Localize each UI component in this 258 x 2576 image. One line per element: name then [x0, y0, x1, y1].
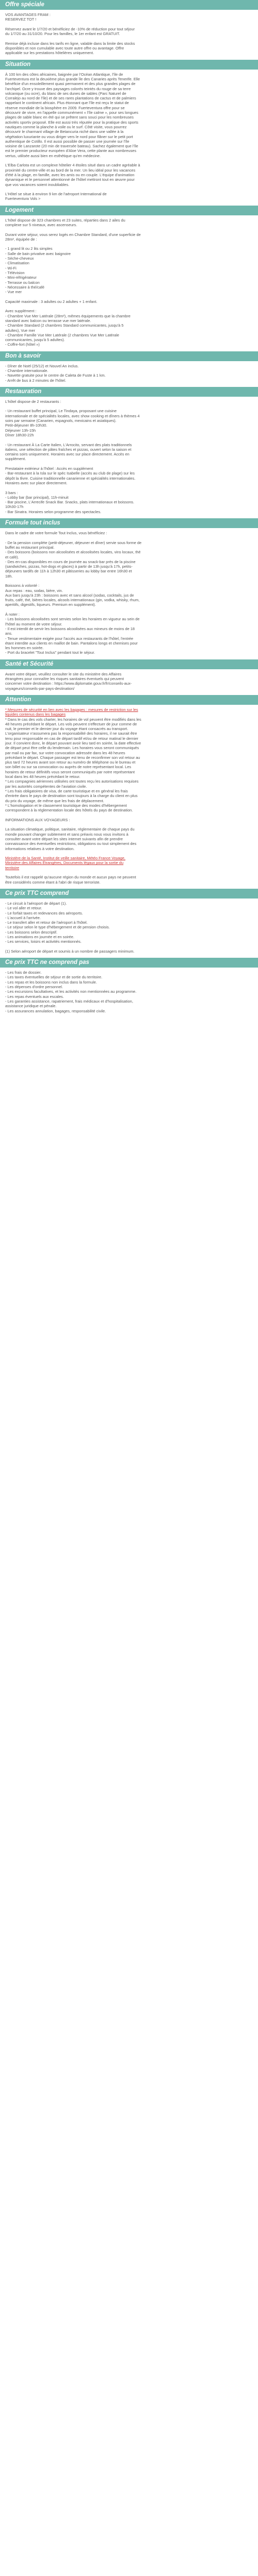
text-line: activités sportiv proposé. Elle est aussi très réputée pour la pratique des sports — [5, 120, 138, 125]
text-line: L'hôtel dispose de 2 restaurants : — [5, 399, 61, 404]
section-title: Bon à savoir — [0, 351, 258, 361]
text-line: Prestataire extérieur à l'hôtel : Accès en supplément — [5, 466, 93, 471]
text-line: - Les services, loisirs et activités mentionnés. — [5, 939, 82, 944]
text-line: nautiques comme la planche à voile ou le surf. Côté visite, vous pourrez — [5, 124, 127, 129]
text-line: - Chambre Famille Vue Mer Latérale (2 chambres Vue Mer Latérale — [5, 332, 119, 337]
text-line: dynamique et le personnel attentionné de l'hôtel mettront tout en œuvre pour — [5, 177, 135, 182]
text-line: Corralejo au nord de l'île) et de ses rares plantations de cactus et de palmiers — [5, 96, 136, 101]
section-restauration — [0, 387, 258, 518]
text-line: - 1 grand lit ou 2 lits simples — [5, 246, 53, 251]
section-body — [0, 705, 258, 889]
text-line: - Wi-Fi — [5, 265, 17, 270]
page — [0, 0, 258, 1018]
section-ce-prix-ttc-comprend — [0, 889, 258, 958]
text-line: - De la pension complète (petit-déjeuner, déjeuner et dîner) servie sous forme de — [5, 540, 142, 545]
text-line: par mail ou par fax, sur votre convocation adressée dans les 48 heures — [5, 750, 125, 755]
section-title: Situation — [0, 60, 258, 70]
text-line: voyageurs/conseils-par-pays-destination/ — [5, 686, 75, 691]
text-line: buffet au restaurant principal. — [5, 545, 55, 550]
text-line: complexe sur 5 niveaux, avec ascenseurs. — [5, 222, 77, 227]
text-line: réserve mondiale de la biosphère en 2009. Fuerteventura offre pour se — [5, 105, 125, 110]
text-line: que vos vacances soient inoubliables. — [5, 182, 70, 187]
section-body — [0, 669, 258, 695]
text-line: consulter avant votre départ les sites internet suivants afin de prendre — [5, 836, 123, 841]
text-line: - Dîner de Noël (25/12) et Nouvel An inclus. — [5, 363, 79, 368]
text-line: Fuerteventura Vols > — [5, 196, 41, 201]
text-line: - Navette gratuite pour le centre de Caleta de Fuste à 1 km. — [5, 373, 106, 378]
text-line: - Climatisation — [5, 261, 29, 266]
text-line: - Les boissons alcoolisées sont servies selon les horaires en vigueur au sein de — [5, 617, 140, 622]
text-line: d'été à la plage, en famille, avec les amis ou en couple. L'équipe d'animation — [5, 172, 135, 177]
text-line: - Les dépenses d'ordre personnel. — [5, 985, 63, 990]
text-line: applicable sur les prestations hôtelières uniquement. — [5, 50, 94, 56]
text-line: - Tenue vestimentaire exigée pour l'accès aux restaurants de l'hôtel, l'entrée — [5, 636, 134, 641]
text-line: - Chambre Vue Mer Latérale (28m²), mêmes équipements que la chambre — [5, 313, 131, 318]
blank-line — [5, 36, 253, 41]
text-line: adultes), Vue mer — [5, 328, 36, 333]
text-line: L'organisateur n'assumera pas la responsabilité des horaires, il ne saurait être — [5, 731, 137, 736]
text-line: proximité du centre-ville et au bord de la mer. Un lieu idéal pour les vacances — [5, 167, 136, 173]
text-line: est le premier producteur européen d'Aloe Vera, cette plante aux nombreuses — [5, 148, 137, 154]
text-line: Dîner 18h30-22h — [5, 432, 34, 437]
text-line: - Nécessaire à thé/café — [5, 284, 44, 290]
section-formule-tout-inclus — [0, 518, 258, 659]
section-title: Ce prix TTC comprend — [0, 889, 258, 899]
section-body — [0, 968, 258, 1018]
text-line: précédant le départ. Chaque passager est tenu de reconfirmer son vol retour au — [5, 755, 140, 760]
blank-line — [5, 607, 253, 612]
text-line: découvrir de vivre, en l'appelle communément « l'île calme », pour ses longues — [5, 110, 138, 115]
section-body — [0, 70, 258, 206]
text-line: - Les repas et les boissons non inclus dans la formule. — [5, 979, 97, 985]
text-line: dépôt la Ilivre. Cuisine traditionnelle canarienne et spécialités internationales. — [5, 476, 136, 481]
info-link[interactable]: Ministère de la Santé, Institut de veille sanitaire, Météo France Voyage, — [5, 856, 125, 861]
text-line: l'hôtel au moment de votre séjour. — [5, 621, 62, 626]
text-line: communicantes, jusqu'à 5 adultes). — [5, 337, 65, 343]
text-line: - Les frais de dossier. — [5, 970, 42, 975]
section-body — [0, 397, 258, 518]
text-line: VOS AVANTAGES FRAM : — [5, 12, 51, 17]
section-title: Offre spéciale — [0, 0, 258, 10]
text-line: L'hôtel dispose de 323 chambres et 23 suites, réparties dans 2 ailes du — [5, 217, 125, 223]
text-line: être considérés comme étant à l'abri de risque terroriste. — [5, 879, 101, 885]
section-bon-a-savoir — [0, 351, 258, 387]
blank-line — [5, 242, 253, 246]
blank-line — [5, 822, 253, 827]
blank-line — [5, 158, 253, 163]
text-line: nuit, le premier et le dernier jour du voyage étant consacrés au transport. — [5, 726, 128, 732]
blank-line — [5, 22, 253, 27]
section-logement — [0, 206, 258, 351]
text-line: Avant votre départ, veuillez consulter le site du ministère des Affaires — [5, 671, 122, 676]
section-title: Ce prix TTC ne comprend pas — [0, 958, 258, 968]
section-offre-speciale — [0, 0, 258, 60]
blank-line — [5, 851, 253, 856]
text-line: Horaires avec sur place directement. — [5, 480, 68, 485]
text-line: - Le vol aller et retour. — [5, 906, 42, 911]
text-line: - Bar Sinatra. Horaires selon programme des spectacles. — [5, 509, 102, 514]
info-link[interactable]: * Mesures de sécurité en lien avec les bagages : mesures de restriction sur les — [5, 707, 138, 712]
text-line: supplément. — [5, 456, 26, 462]
text-line: - Chambre internationale. — [5, 368, 49, 373]
text-line: Remise déjà incluse dans les tarifs en ligne, valable dans la limite des stocks — [5, 41, 135, 46]
text-line: - Les repas éventuels aux escales. — [5, 994, 64, 999]
text-line: - Chambre Standard (2 chambres Standard communicantes, jusqu'à 5 — [5, 323, 124, 328]
text-line: - L'accueil à l'arrivée. — [5, 915, 41, 920]
text-line: et café). — [5, 554, 19, 560]
blank-line — [5, 294, 253, 299]
blank-line — [5, 187, 253, 192]
text-line: - Les assurances annulation, bagages, responsabilité civile. — [5, 1008, 106, 1013]
text-line: - Coffre-fort (hôtel ») — [5, 342, 40, 347]
text-line: par les autorités compétentes de l'aviation civile. — [5, 784, 87, 789]
text-line: étrangères pour connaître les risques sanitaires éventuels qui peuvent — [5, 676, 124, 682]
text-line: plus tard 72 heures avant son retour au numéro de téléphone ou le bureau et — [5, 760, 136, 765]
text-line: - Sèche-cheveux — [5, 256, 34, 261]
text-line: les hommes en soirée. — [5, 646, 44, 651]
info-link[interactable]: territoire — [5, 865, 20, 870]
text-line: soirs par semaine (Canarien, espagnols, mexicains et asiatiques). — [5, 418, 117, 423]
text-line: - Les taxes éventuelles de séjour et de sortie du territoire. — [5, 975, 103, 980]
text-line: du 1/7/20 au 31/10/20. Pour les familles, le 1er enfant est GRATUIT. — [5, 31, 120, 37]
text-line: ans. — [5, 631, 12, 636]
text-line: 48 heures précédant le départ. Les vols peuvent s'effectuer de jour comme de — [5, 721, 137, 726]
text-line: étant interdite aux clients en maillot de bain. Pantalons longs et chemises pour — [5, 640, 138, 646]
text-line: voisine de Lanzarote (20 min de traversée bateau). Sachez également que l'île — [5, 144, 138, 149]
section-body — [0, 361, 258, 387]
text-line: - Le transfert aller et retour de l'aéroport à l'hôtel. — [5, 920, 88, 925]
text-line: horaires de retour définitifs vous seront communiqués par notre représentant — [5, 769, 135, 774]
text-line: Capacité maximale : 3 adultes ou 2 adultes + 1 enfant. — [5, 299, 98, 304]
text-line: 3 bars : — [5, 490, 18, 495]
text-line: italiens, une sélection de pâtes fraîches et pizzas, ouvert selon la saison et — [5, 447, 132, 452]
text-line: - Le forfait taxes et redevances des aéroports. — [5, 910, 83, 916]
text-line: vertus, utilisée aussi bien en esthétique qu'en médecine. — [5, 153, 101, 158]
text-line: jour. Il convient donc, le départ pouvant avoir lieu tard en soirée, la date effective — [5, 741, 141, 745]
text-line: l'archipel. Ocre y trouve des paysages colorés teintés du rouge de sa terre — [5, 86, 131, 91]
text-line: 18h. — [5, 573, 13, 579]
text-line: Toutefois il est rappelé qu'aucune région du monde et aucun pays ne peuvent — [5, 875, 136, 880]
blank-line — [5, 535, 253, 540]
text-line: - Le séjour selon le type d'hébergement et de pension choisis. — [5, 925, 110, 930]
text-line: L'Elba Carlota est un complexe hôtelier 4 étoiles situé dans un cadre agréable à — [5, 163, 140, 168]
blank-line — [5, 437, 253, 442]
section-body — [0, 10, 258, 60]
text-line: À noter : — [5, 612, 20, 617]
text-line: - Vue mer — [5, 290, 22, 295]
text-line: - Arrêt de bus à 2 minutes de l'hôtel. — [5, 378, 67, 383]
text-line: connaissance des éventuelles restrictions, obligations ou tout simplement des — [5, 841, 137, 846]
blank-line — [5, 227, 253, 232]
text-line: * L'homologation et le classement touristique des modes d'hébergement — [5, 803, 127, 808]
text-line: (1) Selon aéroport de départ et soumis à un nombre de passagers minimum. — [5, 948, 135, 954]
text-line: - Télévision — [5, 270, 25, 275]
text-line: - Un restaurant À La Carte Italien, L'Arrocito, servant des plats traditionnels — [5, 442, 132, 447]
text-line: son billet ou sur sa convocation ou auprès de notre représentant local. Les — [5, 765, 132, 770]
blank-line — [5, 944, 253, 949]
text-line: - Bar-restaurant à la Isla sur le spéc Isabelle (accès au club de plage) sur les — [5, 471, 135, 476]
text-line: Aux bars jusqu'à 23h : boissons avec et sans alcool (sodas, cocktails, jus de — [5, 592, 134, 598]
text-line: - Port du bracelet "Tout Inclus" pendant tout le séjour. — [5, 650, 95, 655]
text-line: fruits, café, thé, bières locales, alcools internationaux (gin, vodka, whisky, rhum, — [5, 598, 140, 603]
text-line: plages de sable blanc en été qui se prêtent sans souci pour les nombreuses — [5, 115, 134, 120]
text-line: correspondent à la réglementation locale des hôtels du pays de destination. — [5, 808, 133, 813]
text-line: - Il est interdit de servir les boissons alcoolisées aux mineurs de moins de 18 — [5, 626, 135, 631]
section-body — [0, 528, 258, 659]
text-line: 10h30-17h — [5, 504, 24, 510]
text-line: - Bar piscine, L'Arrecife Snack Bar. Snacks, plats internationaux et boissons. — [5, 500, 134, 505]
text-line: standard avec balcon ou terrasse vue mer latérale. — [5, 318, 91, 323]
text-line: concerner votre destination : https://www.diplomatie.gouv.fr/fr/conseils-aux- — [5, 681, 132, 686]
text-line: certains soirs uniquement. Horaires avec sur place directement. Accès en — [5, 452, 130, 457]
text-line: - Lobby bar (bar principal), 11h-minuit — [5, 495, 69, 500]
section-title: Logement — [0, 206, 258, 215]
text-line: Avec supplément : — [5, 309, 37, 314]
info-link[interactable]: Ministère des Affaires Étrangères, Documents légaux pour la sortie du — [5, 860, 124, 866]
section-title: Formule tout inclus — [0, 518, 258, 528]
text-line: INFORMATIONS AUX VOYAGEURS : — [5, 817, 70, 822]
blank-line — [5, 812, 253, 817]
text-line: aperitifs, digestifs, liqueurs. Premium en supplément). — [5, 602, 96, 607]
text-line: Réservez avant le 1/7/20 et bénéficiez de -10% de réduction pour tout séjour — [5, 26, 135, 31]
text-line: de départ peut être celle du lendemain. Les horaires vous seront communiqués — [5, 745, 139, 751]
text-line: - Les excursions facultatives, et les activités non mentionnées au programme. — [5, 989, 137, 994]
text-line: - Terrasse ou balcon — [5, 280, 40, 285]
text-line: végétation luxuriante ou vous diriger vers le nord pour flâner sur le petit port — [5, 134, 133, 139]
section-attention — [0, 695, 258, 889]
text-line: volcanique (ou ocre), du blanc de ses dunes de sables (Parc Naturel de — [5, 91, 126, 96]
text-line: * Les frais obligatoires de visa, de carte touristique et en général les frais — [5, 788, 128, 793]
text-line: À 100 km des côtes africaines, baignée par l'Océan Atlantique, l'île de — [5, 72, 123, 77]
text-line: bénéficie d'un ensoleillement quasi permanent et des plus grandes plages de — [5, 81, 136, 87]
text-line: rappelant le continent africain. Plus étonnant que l'île est reçu le statut de — [5, 100, 129, 106]
text-line: La situation climatique, politique, sanitaire, réglementaire de chaque pays du — [5, 827, 135, 832]
text-line: L'Hôtel se situe à environ 9 km de l'aéroport International de — [5, 192, 107, 197]
text-line: - Les animations en journée et en soirée. — [5, 934, 74, 939]
text-line: Déjeuner 13h-15h — [5, 428, 36, 433]
blank-line — [5, 485, 253, 490]
blank-line — [5, 579, 253, 583]
text-line: RESERVEZ TOT ! — [5, 17, 37, 22]
text-line: Aux repas : eau, sodas, bière, vin. — [5, 588, 63, 593]
section-ce-prix-ttc-ne-comprend-pas — [0, 958, 258, 1018]
text-line: - Des en-cas disponibles en cours de journée au snack-bar près de la piscine — [5, 559, 136, 564]
text-line: 28m², équipée de : — [5, 236, 37, 242]
text-line: d'entrée dans le pays de destination sont toujours à la charge du client en plus — [5, 793, 138, 799]
blank-line — [5, 462, 253, 466]
section-title: Attention — [0, 695, 258, 705]
text-line: monde pouvant changer subitement et sans préavis nous vous invitons à — [5, 832, 128, 837]
text-line: - Un restaurant buffet principal, Le Tindaya, proposant une cuisine — [5, 409, 117, 414]
text-line: - Salle de bain privative avec baignoire — [5, 251, 71, 256]
text-line: (sandwiches, pizzas, hot-dogs et glaces) à partir de 13h jusqu'à 17h, petits- — [5, 564, 133, 569]
text-line: du prix du voyage, de même que les frais de déplacement. — [5, 798, 104, 803]
text-line: tenu pour responsable en cas de départ tardif et/ou de retour matinal le dernier — [5, 736, 139, 741]
text-line: déjeuners tardifs de 11h à 12h30 et pâtisseries au lobby bar entre 16h30 et — [5, 569, 132, 574]
text-line: * Dans le cas des vols charter, les horaires de vol peuvent être modifiés dans les — [5, 717, 141, 722]
text-line: informations relatives à votre destination. — [5, 846, 75, 851]
text-line: * Les compagnies aériennes utilisées ont toutes reçu les autorisations requises — [5, 779, 139, 784]
text-line: assistance juridique et pénale. — [5, 1004, 57, 1009]
section-sante-et-securite — [0, 659, 258, 695]
text-line: Fuerteventura est la deuxième plus grande île des Canaries après Tenerife. Elle — [5, 76, 140, 81]
text-line: Petit-déjeuner 8h-10h30. — [5, 423, 47, 428]
text-line: disponibles et non cumulable avec toute autre offre ou avantage. Offre — [5, 46, 124, 51]
text-line: - Les garanties assistance, rapatriement, frais médicaux et d'hospitalisation, — [5, 998, 133, 1004]
blank-line — [5, 404, 253, 409]
text-line: authentique de Cotillo. Il est aussi possible de passer une journée sur l'île — [5, 139, 130, 144]
text-line: - Les boissons selon descriptif. — [5, 929, 58, 935]
text-line: Dans le cadre de votre formule Tout Inclus, vous bénéficiez : — [5, 531, 107, 536]
section-title: Santé et Sécurité — [0, 659, 258, 669]
section-situation — [0, 60, 258, 206]
info-link[interactable]: liquides contenus dans les bagages — [5, 712, 66, 717]
text-line: Boissons à volonté : — [5, 583, 40, 588]
section-title: Restauration — [0, 387, 258, 397]
section-body — [0, 899, 258, 958]
blank-line — [5, 870, 253, 875]
text-line: - Le circuit à l'aéroport de départ (1). — [5, 901, 67, 906]
text-line: - Des boissons (boissons non alcoolisées et alcoolisées locales, vins locaux, thé — [5, 550, 141, 555]
text-line: internationale et de spécialités locales, avec show cooking et dîners à thèmes 4 — [5, 413, 140, 418]
text-line: - Mini-réfrigérateur — [5, 275, 37, 280]
blank-line — [5, 304, 253, 309]
text-line: local dans les 48 heures précédant le retour. — [5, 774, 80, 779]
text-line: découvrir le charmant village de Betancuria niché dans une vallée à la — [5, 129, 124, 134]
section-body — [0, 215, 258, 351]
text-line: Durant votre séjour, vous serez logés en Chambre Standard, d'une superficie de — [5, 232, 141, 237]
